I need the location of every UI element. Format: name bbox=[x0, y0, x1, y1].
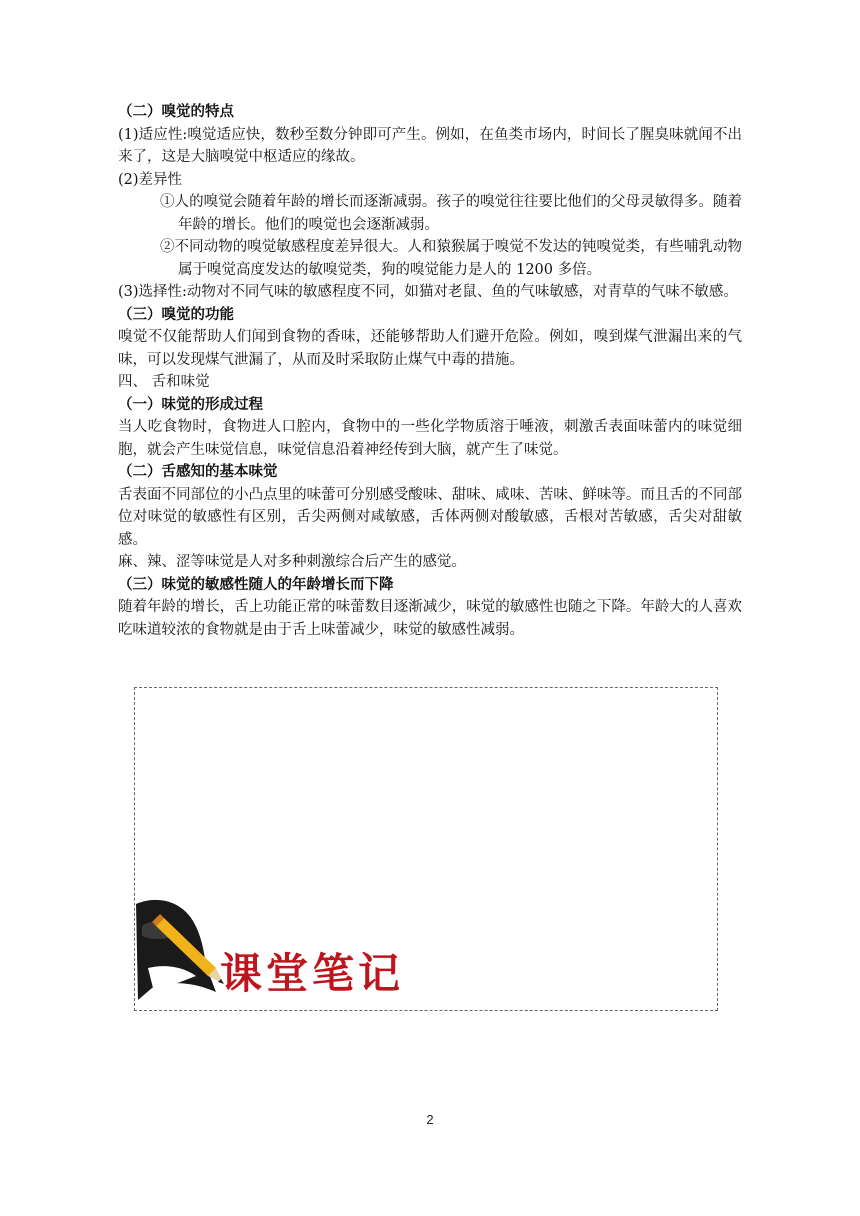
class-notes-label: 课堂笔记 bbox=[220, 949, 405, 998]
section-heading-taste-formation: （一）味觉的形成过程 bbox=[118, 396, 263, 413]
section-heading-smell-function: （三）嗅觉的功能 bbox=[118, 306, 234, 323]
paragraph-taste-age: 随着年龄的增长，舌上功能正常的味蕾数目逐渐减少，味觉的敏感性也随之下降。年龄大的人喜欢吃味道较浓的食物就是由于舌上味蕾减少，味觉的敏感性减弱。 bbox=[118, 599, 742, 638]
paragraph-smell-function: 嗅觉不仅能帮助人们闻到食物的香味，还能够帮助人们避开危险。例如，嗅到煤气泄漏出来的气味，可以发现煤气泄漏了，从而及时采取防止煤气中毒的措施。 bbox=[118, 329, 742, 368]
class-notes-logo bbox=[134, 896, 424, 1008]
paragraph-adaptation: (1)适应性:嗅觉适应快，数秒至数分钟即可产生。例如，在鱼类市场内，时间长了腥臭味就闻不出来了，这是大脑嗅觉中枢适应的缘故。 bbox=[118, 126, 742, 165]
paragraph-difference-1: ①人的嗅觉会随着年龄的增长而逐渐减弱。孩子的嗅觉往往要比他们的父母灵敏得多。随着年龄的增长。他们的嗅觉也会逐渐减弱。 bbox=[160, 194, 742, 233]
page-number: 2 bbox=[426, 1112, 434, 1127]
paragraph-taste-formation: 当人吃食物时，食物进人口腔内，食物中的一些化学物质溶于唾液，刺激舌表面味蕾内的味觉细胞，就会产生味觉信息，味觉信息沿着神经传到大脑，就产生了味觉。 bbox=[118, 419, 742, 458]
paragraph-complex-tastes: 麻、辣、涩等味觉是人对多种刺激综合后产生的感觉。 bbox=[118, 554, 466, 570]
section-heading-basic-tastes: （二）舌感知的基本味觉 bbox=[118, 464, 278, 480]
section-heading-smell-features: （二）嗅觉的特点 bbox=[118, 104, 234, 120]
subheading-difference: (2)差异性 bbox=[118, 171, 183, 188]
part-heading-tongue: 四、 舌和味觉 bbox=[118, 374, 210, 390]
document-body bbox=[118, 101, 742, 641]
paragraph-difference-2: ②不同动物的嗅觉敏感程度差异很大。人和猿猴属于嗅觉不发达的钝嗅觉类，有些哺乳动物属于嗅觉高度发达的敏嗅觉类，狗的嗅觉能力是人的 1200 多倍。 bbox=[160, 239, 742, 278]
paragraph-selectivity: (3)选择性:动物对不同气味的敏感程度不同，如猫对老鼠、鱼的气味敏感，对青草的气味不敏感。 bbox=[118, 284, 738, 300]
section-heading-taste-age: （三）味觉的敏感性随人的年龄增长而下降 bbox=[118, 576, 394, 593]
paragraph-basic-tastes: 舌表面不同部位的小凸点里的味蕾可分别感受酸味、甜味、咸味、苦味、鲜味等。而且舌的不同部位对味觉的敏感性有区别，舌尖两侧对咸敏感，舌体两侧对酸敏感，舌根对苦敏感，舌尖对甜敏感。 bbox=[118, 486, 742, 548]
